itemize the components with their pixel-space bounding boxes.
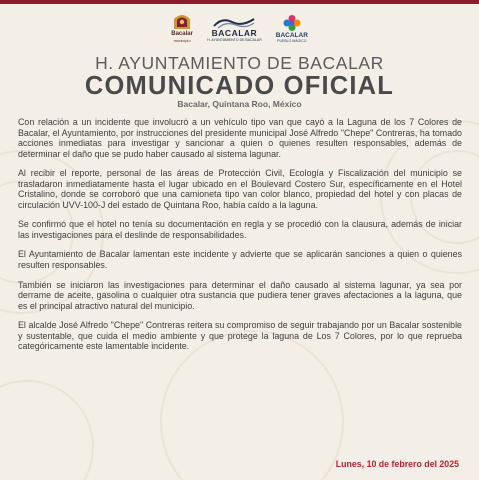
logo-subtitle: municipio [173,38,191,43]
paragraph: El Ayuntamiento de Bacalar lamentan este incidente y advierte que se aplicarán sanciones a quien o quienes resulten responsables. [18,249,462,271]
location-line: Bacalar, Quintana Roo, México [177,99,302,109]
logo-name: BACALAR [275,32,308,39]
logo-strip [0,9,479,43]
communique-body [18,117,462,361]
municipio-logo [171,11,193,43]
background-swirl [0,380,94,480]
logo-subtitle: PUEBLO MÁGICO [277,39,307,43]
page-title: COMUNICADO OFICIAL [84,72,395,100]
issuer-title: H. AYUNTAMIENTO DE BACALAR [95,53,384,73]
paragraph: También se iniciaron las investigaciones para determinar el daño causado al sistema lagunar, ya sea por derrame de aceite, gasolina o cualquier otra sustancia que pudiera tener graves afectaciones a la laguna, que es el principal atractivo natural del municipio. [18,279,462,311]
top-accent-bar [0,0,479,4]
paragraph: Con relación a un incidente que involucró a un vehículo tipo van que cayó a la Laguna de los 7 Colores de Bacalar, el Ayuntamiento, por instrucciones del presidente municipal José Alfredo "Chepe" Contreras, ha tomado acciones inmediatas para investigar y sancionar a quien o quienes resulten responsables, además de determinar el daño que se pudo haber causado al sistema lagunar. [18,117,462,159]
pueblo-magico-logo [276,14,308,43]
paragraph: Se confirmó que el hotel no tenía su documentación en regla y se procedió con la clausura, además de iniciar las investigaciones para el deslinde de responsabilidades. [18,219,462,240]
wave-icon [212,15,256,29]
logo-name: Bacalar [171,31,193,37]
paragraph: El alcalde José Alfredo "Chepe" Contreras reitera su compromiso de seguir trabajando por un Bacalar sostenible y sustentable, que cuida el medio ambiente y que protege la laguna de Los 7 Colores, por lo que reprueba categóricamente este lamentable incidente. [18,320,462,352]
paragraph: Al recibir el reporte, personal de las áreas de Protección Civil, Ecología y Fiscalización del municipio se trasladaron inmediatamente hasta el lugar ubicado en el Boulevard Costero Sur, específicamente en el Hotel Cristalino, donde se corroboró que una camioneta tipo van color blanco, propiedad del hotel y con placas de circulación UVV-100-J del estado de Quintana Roo, había caído a la laguna. [18,168,462,210]
logo-name: BACALAR [211,28,258,38]
logo-subtitle: H. AYUNTAMIENTO DE BACALAR [207,38,262,42]
date-line: Lunes, 10 de febrero del 2025 [335,459,459,469]
flower-icon [282,14,302,32]
ayuntamiento-logo [207,15,262,43]
crest-icon [171,11,193,31]
